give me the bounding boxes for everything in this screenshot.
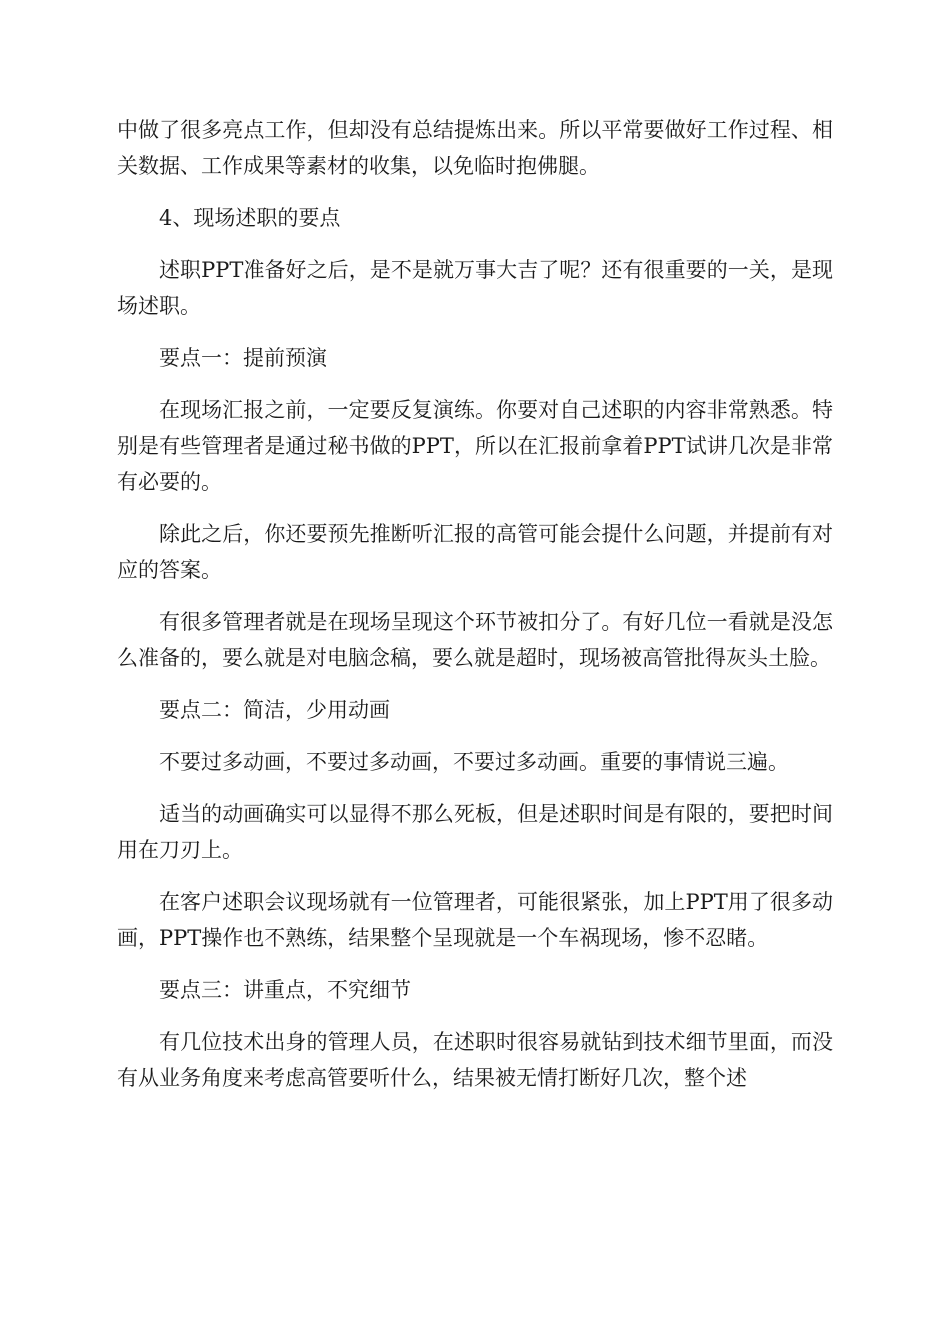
paragraph-intro: 述职PPT准备好之后，是不是就万事大吉了呢？还有很重要的一关，是现场述职。 (117, 258, 833, 318)
subheading-point-1: 要点一：提前预演 (159, 346, 327, 370)
paragraph-deducted: 有很多管理者就是在现场呈现这个环节被扣分了。有好几位一看就是没怎么准备的，要么就是对电脑念稿，要么就是超时，现场被高管批得灰头土脸。 (117, 610, 833, 670)
subheading-point-2: 要点二：简洁，少用动画 (159, 698, 390, 722)
paragraph-example: 在客户述职会议现场就有一位管理者，可能很紧张，加上PPT用了很多动画，PPT操作也不熟练，结果整个呈现就是一个车祸现场，惨不忍睹。 (117, 890, 833, 950)
paragraph-appropriate-animation: 适当的动画确实可以显得不那么死板，但是述职时间是有限的，要把时间用在刀刃上。 (117, 802, 833, 862)
paragraph-no-animation: 不要过多动画，不要过多动画，不要过多动画。重要的事情说三遍。 (159, 750, 789, 774)
paragraph-continuation: 中做了很多亮点工作，但却没有总结提炼出来。所以平常要做好工作过程、相关数据、工作成果等素材的收集，以免临时抱佛腿。 (117, 118, 833, 178)
subheading-point-3: 要点三：讲重点，不究细节 (159, 978, 411, 1002)
document-body (117, 112, 833, 1112)
paragraph-rehearse: 在现场汇报之前，一定要反复演练。你要对自己述职的内容非常熟悉。特别是有些管理者是通过秘书做的PPT，所以在汇报前拿着PPT试讲几次是非常有必要的。 (117, 398, 833, 494)
paragraph-anticipate: 除此之后，你还要预先推断听汇报的高管可能会提什么问题，并提前有对应的答案。 (117, 522, 833, 582)
section-heading-4: 4、现场述职的要点 (159, 206, 341, 230)
paragraph-technical: 有几位技术出身的管理人员，在述职时很容易就钻到技术细节里面，而没有从业务角度来考虑高管要听什么，结果被无情打断好几次，整个述 (117, 1030, 833, 1090)
